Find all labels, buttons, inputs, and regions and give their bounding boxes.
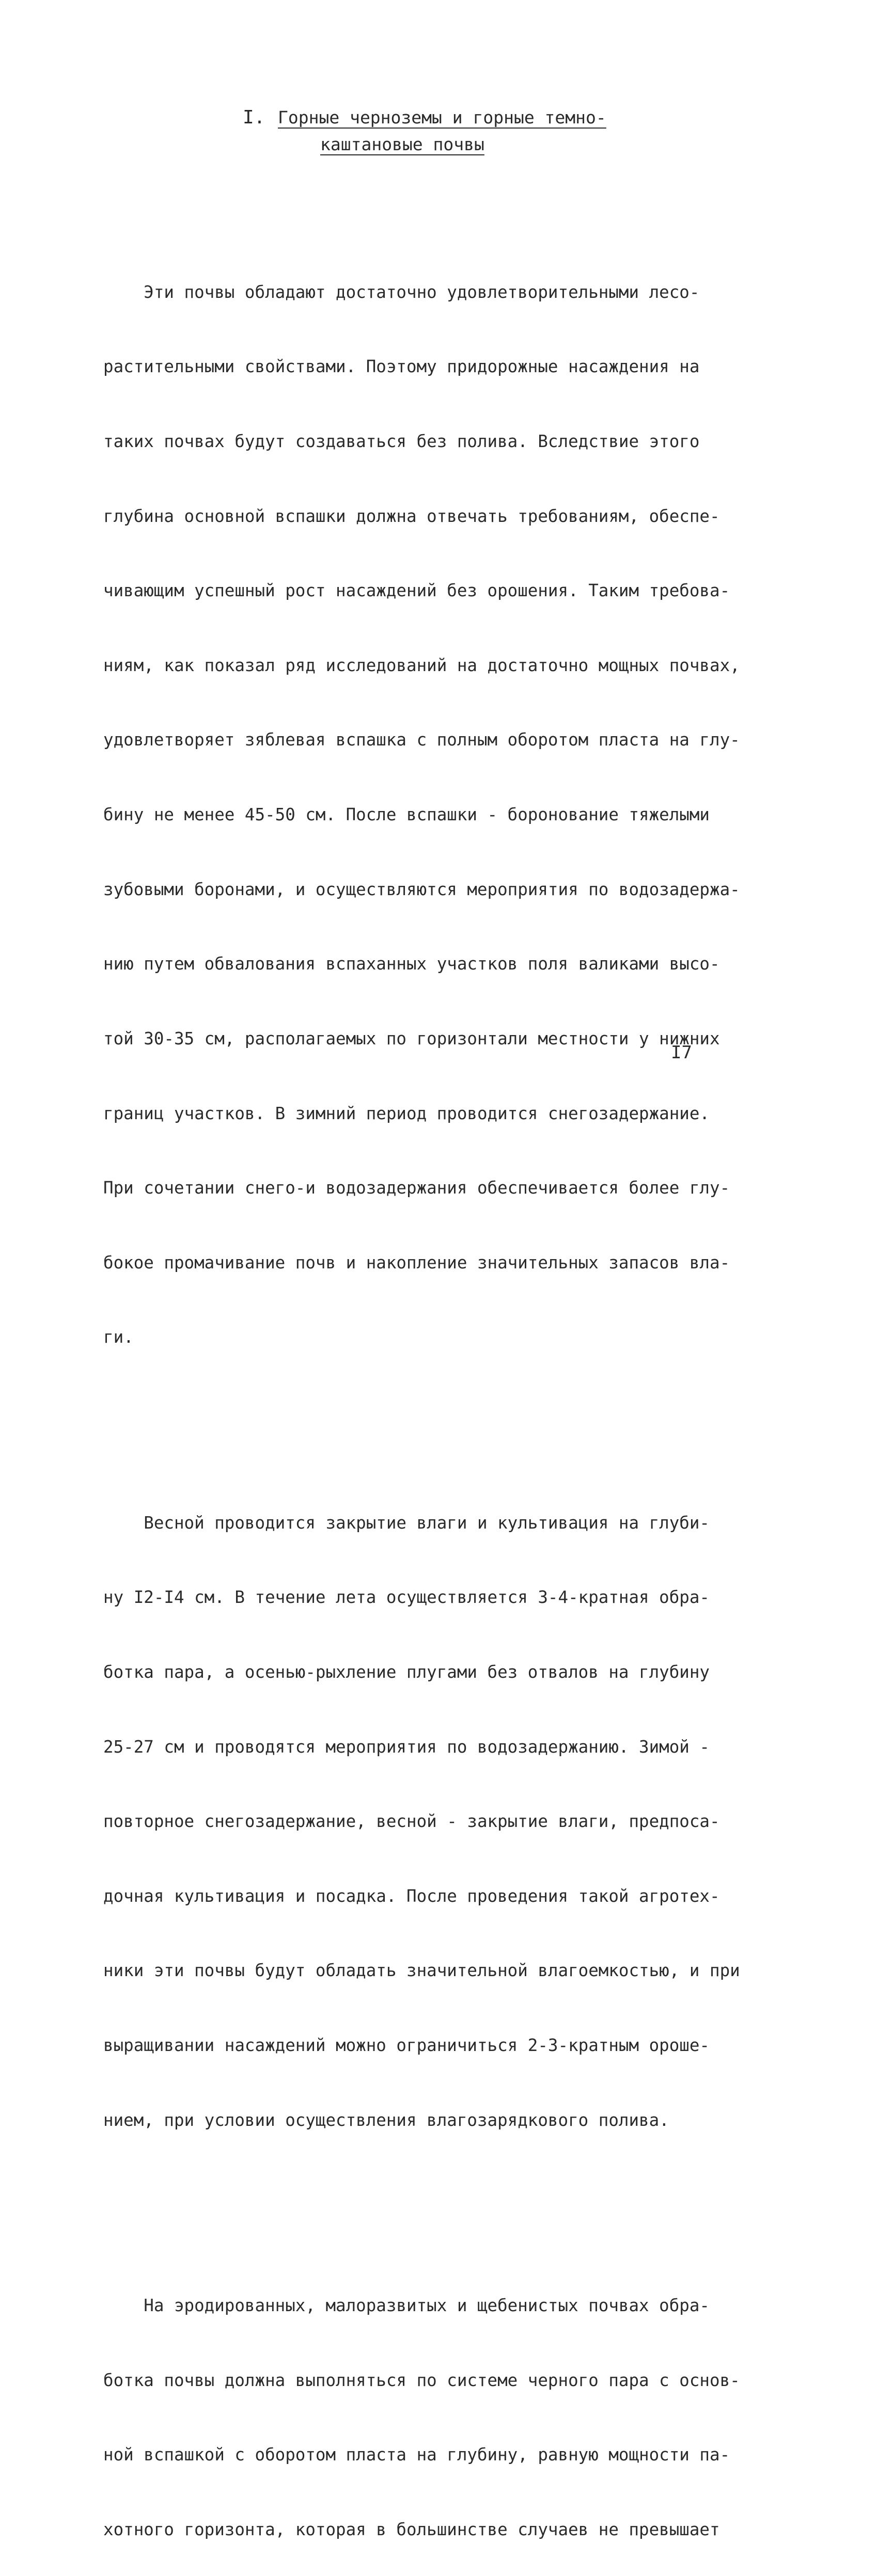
- text-line: глубина основной вспашки должна отвечать требованиям, обеспе-: [103, 506, 720, 526]
- text-line: той 30-35 см, располагаемых по горизонтали местности у нижних: [103, 1028, 720, 1048]
- text-line: нием, при условии осуществления влагозарядкового полива.: [103, 2110, 669, 2130]
- text-line: бину не менее 45-50 см. После вспашки - боронование тяжелыми: [103, 805, 710, 825]
- text-line: растительными свойствами. Поэтому придорожные насаждения на: [103, 357, 700, 377]
- paragraph-1: [103, 230, 775, 1400]
- text-line: ну I2-I4 см. В течение лета осуществляется 3-4-кратная обра-: [103, 1587, 710, 1608]
- text-line: Весной проводится закрытие влаги и культивация на глуби-: [103, 1513, 710, 1533]
- text-line: чивающим успешный рост насаждений без орошения. Таким требова-: [103, 581, 730, 601]
- text-line: дочная культивация и посадка. После проведения такой агротех-: [103, 1886, 720, 1906]
- text-line: ботка пара, а осенью-рыхление плугами без отвалов на глубину: [103, 1662, 710, 1682]
- paragraph-3: [103, 2244, 775, 2576]
- page-number: I7: [671, 1042, 692, 1063]
- section-number: I.: [243, 107, 265, 128]
- text-line: удовлетворяет зяблевая вспашка с полным оборотом пласта на глу-: [103, 730, 740, 750]
- text-line: При сочетании снего-и водозадержания обеспечивается более глу-: [103, 1178, 730, 1198]
- body-text: [103, 180, 775, 2576]
- text-line: зубовыми боронами, и осуществляются мероприятия по водозадержа-: [103, 879, 740, 899]
- text-line: выращивании насаждений можно ограничиться 2-3-кратным ороше-: [103, 2036, 710, 2056]
- text-line: Эти почвы обладают достаточно удовлетворительными лесо-: [103, 282, 700, 302]
- text-line: границ участков. В зимний период проводится снегозадержание.: [103, 1103, 710, 1123]
- text-line: таких почвах будут создаваться без полива. Вследствие этого: [103, 432, 700, 452]
- text-line: ботка почвы должна выполняться по системе черного пара с основ-: [103, 2370, 740, 2390]
- text-line: бокое промачивание почв и накопление значительных запасов вла-: [103, 1252, 730, 1273]
- text-line: повторное снегозадержание, весной - закрытие влаги, предпоса-: [103, 1811, 720, 1832]
- text-line: ниям, как показал ряд исследований на достаточно мощных почвах,: [103, 655, 740, 675]
- text-line: нию путем обвалования вспаханных участков поля валиками высо-: [103, 954, 720, 974]
- text-line: На эродированных, малоразвитых и щебенистых почвах обра-: [103, 2296, 710, 2316]
- text-line: ной вспашкой с оборотом пласта на глубину, равную мощности па-: [103, 2445, 730, 2465]
- paragraph-2: [103, 1460, 775, 2182]
- text-line: хотного горизонта, которая в большинстве случаев не превышает: [103, 2519, 720, 2539]
- text-line: ги.: [103, 1327, 134, 1347]
- section-title-line-2: каштановые почвы: [320, 134, 484, 154]
- text-line: 25-27 см и проводятся мероприятия по водозадержанию. Зимой -: [103, 1737, 710, 1757]
- section-title-line-1: Горные черноземы и горные темно-: [278, 107, 606, 128]
- text-line: ники эти почвы будут обладать значительной влагоемкостью, и при: [103, 1961, 740, 1981]
